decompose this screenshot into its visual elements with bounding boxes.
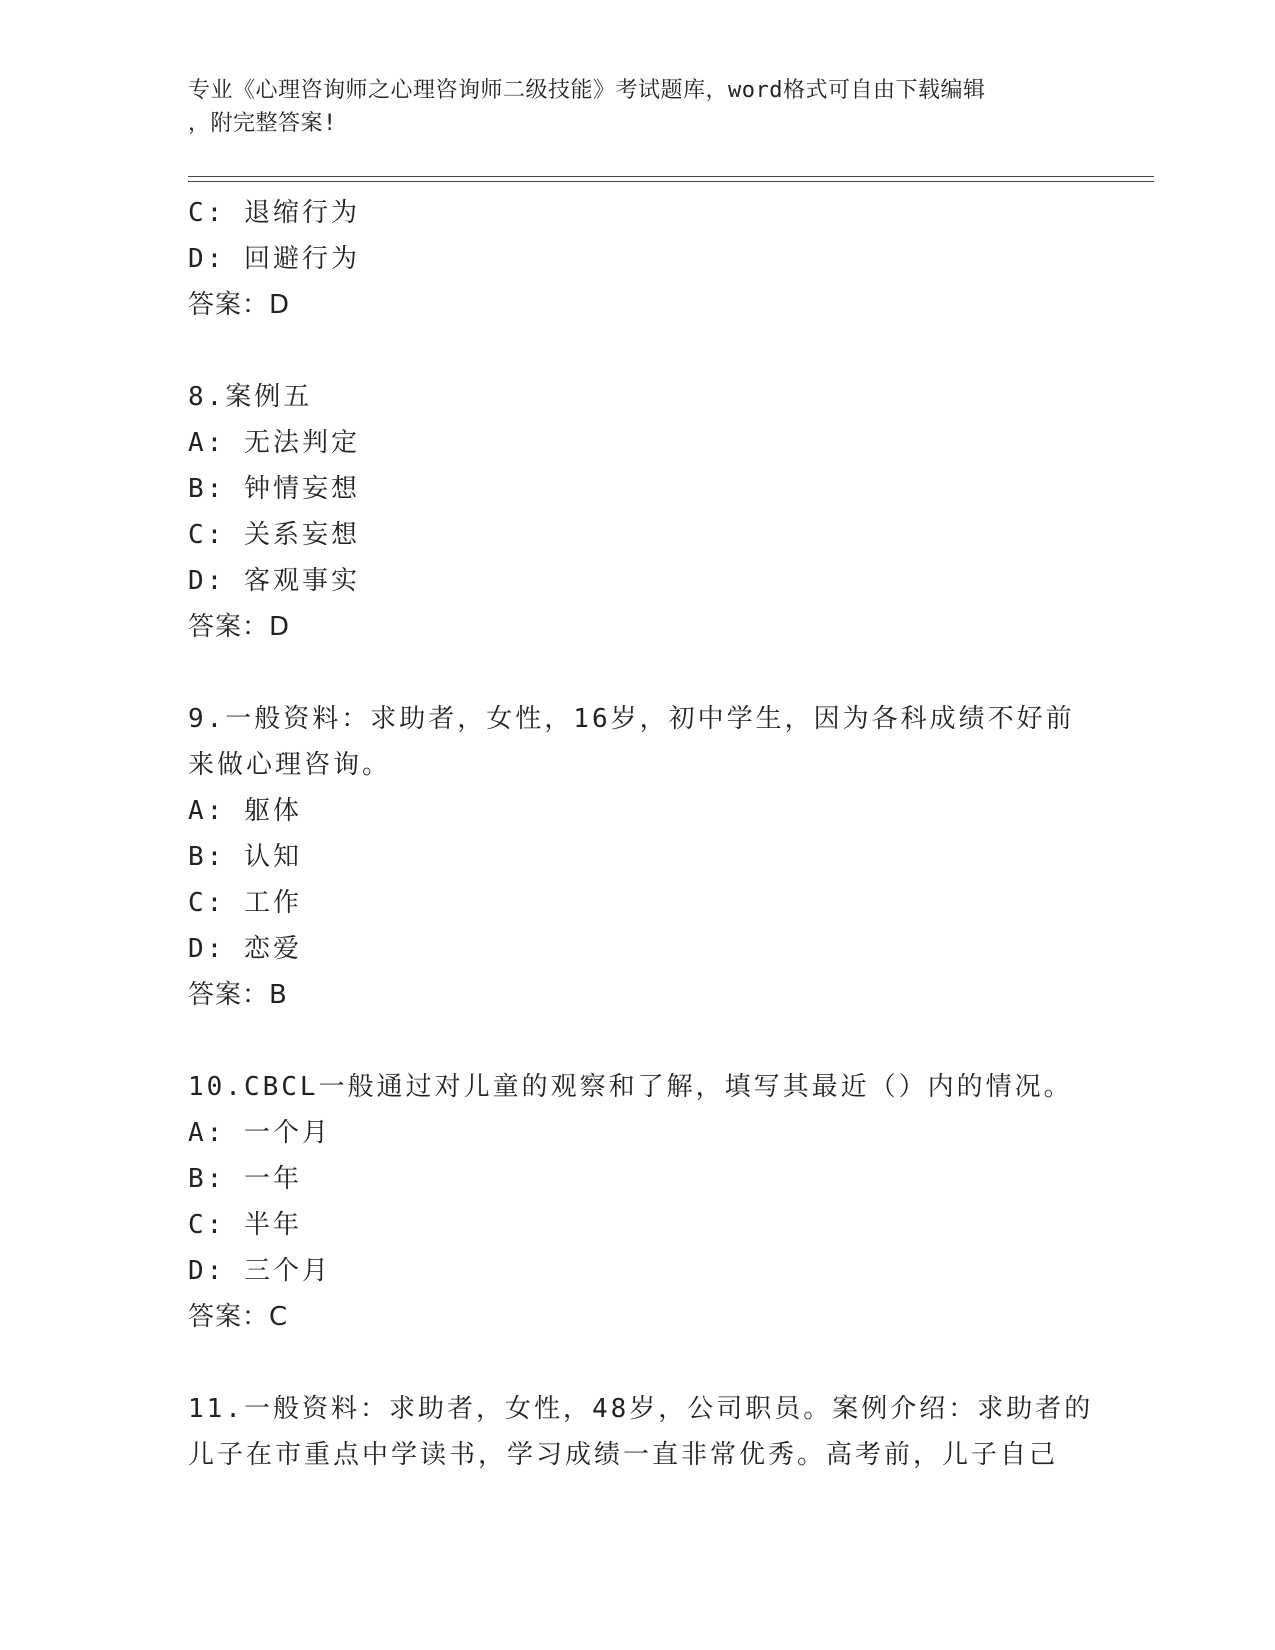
question-7 xyxy=(188,190,1088,328)
spacer xyxy=(188,650,1088,696)
option-c: C: 工作 xyxy=(188,888,302,918)
spacer xyxy=(188,328,1088,374)
answer: 答案：C xyxy=(188,1302,289,1332)
option-a: A: 躯体 xyxy=(188,796,302,826)
option-d: D: 回避行为 xyxy=(188,244,360,274)
spacer xyxy=(188,1340,1088,1386)
question-8 xyxy=(188,374,1088,650)
option-b: B: 钟情妄想 xyxy=(188,474,360,504)
option-b: B: 认知 xyxy=(188,842,302,872)
header-divider-top xyxy=(188,176,1154,177)
question-11 xyxy=(188,1386,1094,1478)
question-stem-line-1: 9.一般资料：求助者，女性，16岁，初中学生，因为各科成绩不好前 xyxy=(188,704,1075,734)
option-c: C: 退缩行为 xyxy=(188,198,360,228)
option-c: C: 关系妄想 xyxy=(188,520,360,550)
option-b: B: 一年 xyxy=(188,1164,302,1194)
option-a: A: 一个月 xyxy=(188,1118,331,1148)
answer: 答案：B xyxy=(188,980,288,1010)
option-d: D: 三个月 xyxy=(188,1256,331,1286)
question-stem-line-2: 儿子在市重点中学读书，学习成绩一直非常优秀。高考前，儿子自己 xyxy=(188,1440,1059,1470)
option-d: D: 客观事实 xyxy=(188,566,360,596)
option-c: C: 半年 xyxy=(188,1210,302,1240)
question-stem-line-1: 11.一般资料：求助者，女性，48岁，公司职员。案例介绍：求助者的 xyxy=(188,1394,1094,1424)
header-divider-bottom xyxy=(188,181,1154,182)
header-title-line-2: ，附完整答案! xyxy=(188,111,337,136)
question-9 xyxy=(188,696,1088,1018)
answer: 答案：D xyxy=(188,290,291,320)
header-title-line-1: 专业《心理咨询师之心理咨询师二级技能》考试题库，word格式可自由下载编辑 xyxy=(188,78,986,103)
spacer xyxy=(188,1018,1088,1064)
document-header xyxy=(188,74,1088,140)
option-a: A: 无法判定 xyxy=(188,428,360,458)
question-stem: 8.案例五 xyxy=(188,382,313,412)
question-10 xyxy=(188,1064,1088,1340)
question-stem-line-2: 来做心理咨询。 xyxy=(188,750,392,780)
answer: 答案：D xyxy=(188,612,291,642)
option-d: D: 恋爱 xyxy=(188,934,302,964)
question-list xyxy=(188,190,1094,1478)
question-stem: 10.CBCL一般通过对儿童的观察和了解，填写其最近（）内的情况。 xyxy=(188,1072,1073,1102)
